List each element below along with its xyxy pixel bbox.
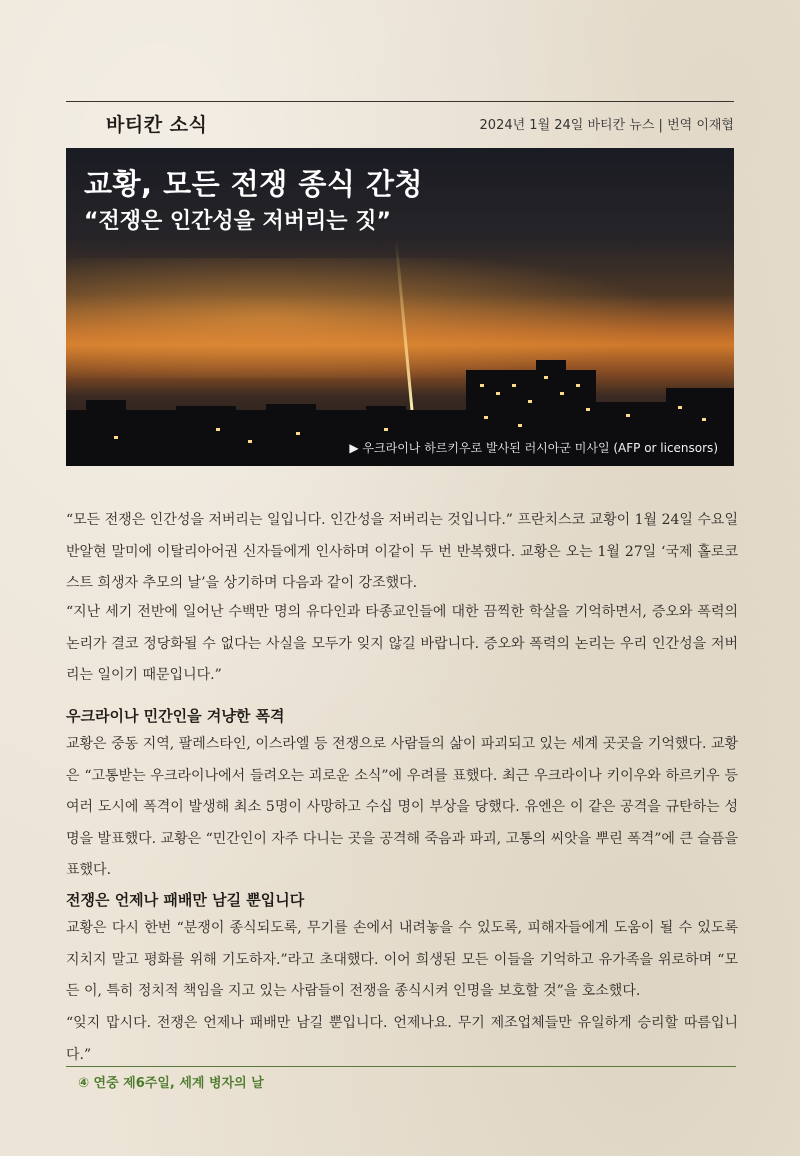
article-subheading: 우크라이나 민간인을 겨냥한 폭격	[66, 707, 285, 725]
article-paragraph: 교황은 중동 지역, 팔레스타인, 이스라엘 등 전쟁으로 사람들의 삶이 파괴되고 있는 세계 곳곳을 기억했다. 교황은 “고통받는 우크라이나에서 들려오는 괴로운 소식”에 우려를 표했다. 최근 우크라이나 키이우와 하르키우 등 여러 도시에 폭격이 발생해 최소 5명이 사망하고 수십 명이 부상을 당했다. 유엔은 이 같은 공격을 규탄하는 성명을 발표했다. 교황은 “민간인이 자주 다니는 곳을 공격해 죽음과 파괴, 고통의 씨앗을 뿌린 폭격”에 큰 슬픔을 표했다.	[66, 736, 738, 878]
article-paragraph: “모든 전쟁은 인간성을 저버리는 일입니다. 인간성을 저버리는 것입니다.” 프란치스코 교황이 1월 24일 수요일반알현 말미에 이탈리아어권 신자들에게 인사하며 이같이 두 번 반복했다. 교황은 오는 1월 27일 ‘국제 홀로코스트 희생자 추모의 날’을 상기하며 다음과 같이 강조했다.	[66, 512, 738, 591]
article-paragraph: 교황은 다시 한번 “분쟁이 종식되도록, 무기를 손에서 내려놓을 수 있도록, 피해자들에게 도움이 될 수 있도록 지치지 말고 평화를 위해 기도하자.”라고 초대했다. 이어 희생된 모든 이들을 기억하고 유가족을 위로하며 “모든 이, 특히 정치적 책임을 지고 있는 사람들이 전쟁을 종식시켜 인명을 보호할 것”을 호소했다.	[66, 920, 738, 999]
article-subheading: 전쟁은 언제나 패배만 남길 뿐입니다	[66, 891, 305, 909]
photo-caption: ▶ 우크라이나 하르키우로 발사된 러시아군 미사일 (AFP or licensors)	[349, 441, 718, 455]
footer-divider	[66, 1066, 736, 1067]
section-header	[66, 101, 734, 138]
footer-note: ④ 연중 제6주일, 세계 병자의 날	[78, 1076, 264, 1091]
section-title: 바티칸 소식	[106, 114, 208, 136]
subheadline: “전쟁은 인간성을 저버리는 짓”	[84, 209, 391, 234]
publication-meta: 2024년 1월 24일 바티칸 뉴스 | 번역 이재협	[479, 118, 734, 133]
article-paragraph: “지난 세기 전반에 일어난 수백만 명의 유다인과 타종교인들에 대한 끔찍한 학살을 기억하면서, 증오와 폭력의 논리가 결코 정당화될 수 없다는 사실을 모두가 잊지 않길 바랍니다. 증오와 폭력의 논리는 우리 인간성을 저버리는 일이기 때문입니다.”	[66, 604, 738, 683]
hero-photo	[66, 148, 734, 466]
headline: 교황, 모든 전쟁 종식 간청	[84, 167, 424, 201]
article-paragraph: “잊지 맙시다. 전쟁은 언제나 패배만 남길 뿐입니다. 언제나요. 무기 제조업체들만 유일하게 승리할 따름입니다.”	[66, 1015, 738, 1063]
